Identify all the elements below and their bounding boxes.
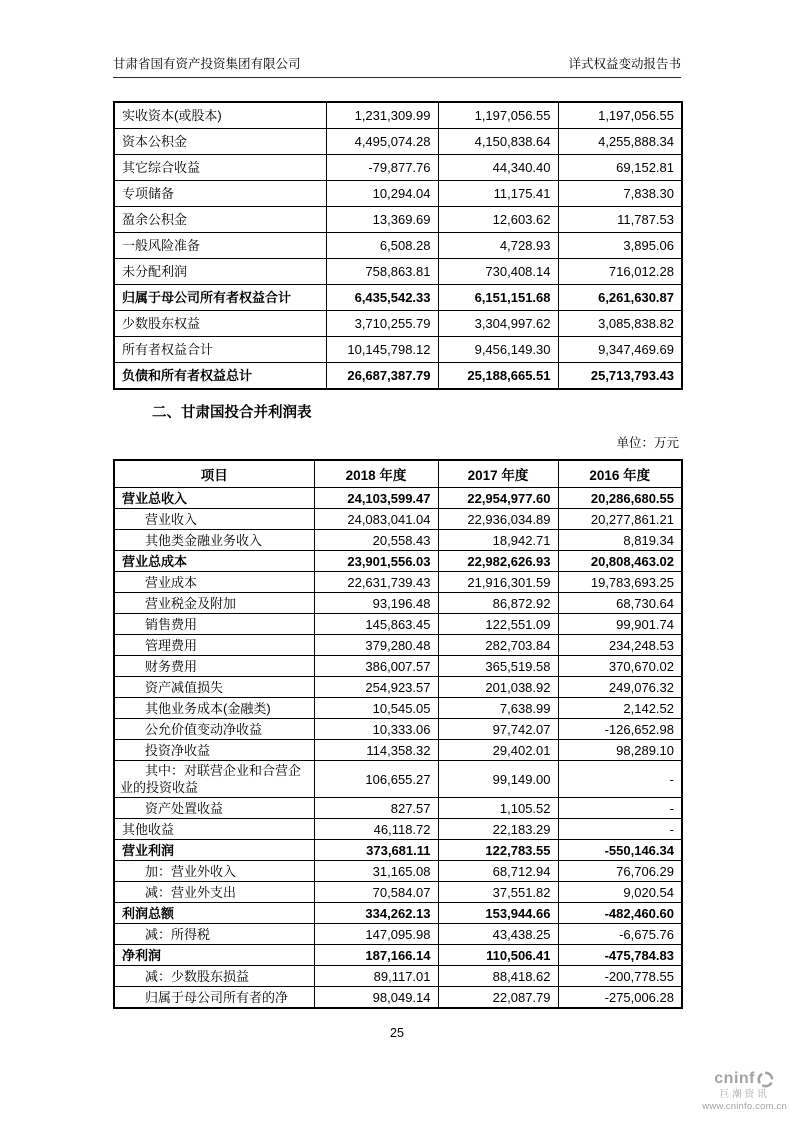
table-row [114,207,682,233]
row-label: 其中：对联营企业和合营企业的投资收益 [114,761,314,798]
cell-value: 1,231,309.99 [326,102,438,129]
table-row [114,903,682,924]
column-header-2017: 2017 年度 [438,460,558,488]
table-row [114,635,682,656]
cell-value: 89,117.01 [314,966,438,987]
row-label: 归属于母公司所有者的净 [114,987,314,1009]
cell-value: 9,347,469.69 [558,337,682,363]
cell-value: 21,916,301.59 [438,572,558,593]
cell-value: 98,049.14 [314,987,438,1009]
cell-value: - [558,798,682,819]
table-row [114,530,682,551]
cell-value: 106,655.27 [314,761,438,798]
cell-value: 3,304,997.62 [438,311,558,337]
header-company-name: 甘肃省国有资产投资集团有限公司 [113,57,301,71]
row-label: 资产减值损失 [114,677,314,698]
cell-value: 76,706.29 [558,861,682,882]
table-row [114,259,682,285]
cell-value: 12,603.62 [438,207,558,233]
cell-value: 25,188,665.51 [438,363,558,390]
row-label: 加：营业外收入 [114,861,314,882]
cell-value: 234,248.53 [558,635,682,656]
cell-value: 70,584.07 [314,882,438,903]
table-row [114,819,682,840]
cell-value: 86,872.92 [438,593,558,614]
cell-value: 379,280.48 [314,635,438,656]
column-header-item: 项目 [114,460,314,488]
cell-value: 7,838.30 [558,181,682,207]
table-row [114,572,682,593]
table-row [114,488,682,509]
cell-value: 69,152.81 [558,155,682,181]
cell-value: 26,687,387.79 [326,363,438,390]
row-label: 归属于母公司所有者权益合计 [114,285,326,311]
table-row [114,719,682,740]
table-header-row [114,460,682,488]
row-label: 未分配利润 [114,259,326,285]
cell-value: 24,103,599.47 [314,488,438,509]
cell-value: 122,783.55 [438,840,558,861]
cell-value: 758,863.81 [326,259,438,285]
page-number: 25 [390,1026,404,1040]
cell-value: 10,545.05 [314,698,438,719]
cell-value: 20,277,861.21 [558,509,682,530]
cell-value: 6,508.28 [326,233,438,259]
table-row [114,656,682,677]
cell-value: 99,901.74 [558,614,682,635]
cell-value: 4,728.93 [438,233,558,259]
cell-value: 31,165.08 [314,861,438,882]
cell-value: 370,670.02 [558,656,682,677]
cell-value: -126,652.98 [558,719,682,740]
cell-value: 373,681.11 [314,840,438,861]
cell-value: 254,923.57 [314,677,438,698]
row-label: 盈余公积金 [114,207,326,233]
row-label: 公允价值变动净收益 [114,719,314,740]
header-report-title: 详式权益变动报告书 [568,57,681,71]
table-row [114,882,682,903]
cell-value: 3,710,255.79 [326,311,438,337]
cell-value: 730,408.14 [438,259,558,285]
column-header-2018: 2018 年度 [314,460,438,488]
table-row [114,285,682,311]
cell-value: 4,150,838.64 [438,129,558,155]
cell-value: 4,495,074.28 [326,129,438,155]
table-row [114,551,682,572]
cell-value: -200,778.55 [558,966,682,987]
cell-value: 2,142.52 [558,698,682,719]
cell-value: 98,289.10 [558,740,682,761]
cell-value: 20,558.43 [314,530,438,551]
section-title: 二、甘肃国投合并利润表 [152,405,312,421]
cninfo-swirl-icon [755,1070,775,1089]
cninfo-url: www.cninfo.com.cn [702,1101,787,1113]
table-row [114,698,682,719]
row-label: 其他收益 [114,819,314,840]
cninfo-brand-row [714,1069,775,1089]
cell-value: 25,713,793.43 [558,363,682,390]
cell-value: 6,261,630.87 [558,285,682,311]
row-label: 管理费用 [114,635,314,656]
row-label: 所有者权益合计 [114,337,326,363]
row-label: 减：营业外支出 [114,882,314,903]
cell-value: 29,402.01 [438,740,558,761]
row-label: 实收资本(或股本) [114,102,326,129]
cell-value: 6,151,151.68 [438,285,558,311]
cell-value: -482,460.60 [558,903,682,924]
row-label: 净利润 [114,945,314,966]
cninfo-logo [702,1069,787,1113]
table-row [114,861,682,882]
cell-value: 18,942.71 [438,530,558,551]
table-row [114,233,682,259]
cell-value: -6,675.76 [558,924,682,945]
cell-value: 386,007.57 [314,656,438,677]
table-row [114,798,682,819]
row-label: 一般风险准备 [114,233,326,259]
cell-value: 187,166.14 [314,945,438,966]
table-row [114,593,682,614]
table-row [114,840,682,861]
cell-value: 3,895.06 [558,233,682,259]
row-label: 营业收入 [114,509,314,530]
cell-value: 37,551.82 [438,882,558,903]
cell-value: 11,787.53 [558,207,682,233]
row-label: 其他业务成本(金融类) [114,698,314,719]
cell-value: 282,703.84 [438,635,558,656]
row-label: 投资净收益 [114,740,314,761]
table-row [114,614,682,635]
table-row [114,337,682,363]
table-row [114,363,682,390]
cell-value: 3,085,838.82 [558,311,682,337]
cninfo-brand-text: cninf [714,1070,755,1088]
row-label: 其他类金融业务收入 [114,530,314,551]
cell-value: 145,863.45 [314,614,438,635]
row-label: 其它综合收益 [114,155,326,181]
cell-value: 153,944.66 [438,903,558,924]
cell-value: 6,435,542.33 [326,285,438,311]
row-label: 负债和所有者权益总计 [114,363,326,390]
row-label: 营业总收入 [114,488,314,509]
cell-value: 8,819.34 [558,530,682,551]
cell-value: 23,901,556.03 [314,551,438,572]
cell-value: 22,982,626.93 [438,551,558,572]
cell-value: 365,519.58 [438,656,558,677]
cell-value: 114,358.32 [314,740,438,761]
cell-value: - [558,761,682,798]
row-label: 财务费用 [114,656,314,677]
table-row [114,924,682,945]
cell-value: 97,742.07 [438,719,558,740]
document-header [113,54,681,78]
cell-value: 46,118.72 [314,819,438,840]
cell-value: 99,149.00 [438,761,558,798]
row-label: 营业总成本 [114,551,314,572]
table-row [114,181,682,207]
cell-value: 22,631,739.43 [314,572,438,593]
table-row [114,945,682,966]
table-row [114,987,682,1009]
cell-value: 716,012.28 [558,259,682,285]
cell-value: 13,369.69 [326,207,438,233]
cell-value: 201,038.92 [438,677,558,698]
cell-value: -275,006.28 [558,987,682,1009]
cell-value: - [558,819,682,840]
table-row [114,509,682,530]
row-label: 减：所得税 [114,924,314,945]
cell-value: 68,730.64 [558,593,682,614]
cell-value: 43,438.25 [438,924,558,945]
cell-value: 9,456,149.30 [438,337,558,363]
row-label: 专项储备 [114,181,326,207]
table-row [114,129,682,155]
row-label: 资产处置收益 [114,798,314,819]
cell-value: 22,183.29 [438,819,558,840]
cell-value: -550,146.34 [558,840,682,861]
table-row [114,966,682,987]
cell-value: 93,196.48 [314,593,438,614]
cell-value: -475,784.83 [558,945,682,966]
cell-value: 10,333.06 [314,719,438,740]
table-row [114,677,682,698]
cell-value: 24,083,041.04 [314,509,438,530]
cell-value: 22,936,034.89 [438,509,558,530]
cell-value: 19,783,693.25 [558,572,682,593]
unit-label: 单位：万元 [616,436,679,450]
table-row [114,311,682,337]
cell-value: 1,197,056.55 [438,102,558,129]
cell-value: 9,020.54 [558,882,682,903]
cell-value: 22,087.79 [438,987,558,1009]
cell-value: 249,076.32 [558,677,682,698]
cell-value: -79,877.76 [326,155,438,181]
column-header-2016: 2016 年度 [558,460,682,488]
cell-value: 10,294.04 [326,181,438,207]
cninfo-brand-chinese: 巨潮资讯 [719,1089,770,1101]
balance-sheet-table [113,101,683,390]
cell-value: 147,095.98 [314,924,438,945]
row-label: 利润总额 [114,903,314,924]
row-label: 营业利润 [114,840,314,861]
table-row [114,740,682,761]
row-label: 营业税金及附加 [114,593,314,614]
row-label: 减：少数股东损益 [114,966,314,987]
income-statement-table [113,459,683,1009]
cell-value: 110,506.41 [438,945,558,966]
table-row [114,761,682,798]
cell-value: 827.57 [314,798,438,819]
cell-value: 1,105.52 [438,798,558,819]
cell-value: 122,551.09 [438,614,558,635]
cell-value: 88,418.62 [438,966,558,987]
table-row [114,155,682,181]
cell-value: 68,712.94 [438,861,558,882]
cell-value: 44,340.40 [438,155,558,181]
cell-value: 7,638.99 [438,698,558,719]
page-content [113,54,681,1040]
row-label: 营业成本 [114,572,314,593]
cell-value: 11,175.41 [438,181,558,207]
cell-value: 1,197,056.55 [558,102,682,129]
row-label: 销售费用 [114,614,314,635]
cell-value: 10,145,798.12 [326,337,438,363]
row-label: 少数股东权益 [114,311,326,337]
cell-value: 20,286,680.55 [558,488,682,509]
cell-value: 334,262.13 [314,903,438,924]
cell-value: 22,954,977.60 [438,488,558,509]
cell-value: 20,808,463.02 [558,551,682,572]
table-row [114,102,682,129]
row-label: 资本公积金 [114,129,326,155]
cell-value: 4,255,888.34 [558,129,682,155]
